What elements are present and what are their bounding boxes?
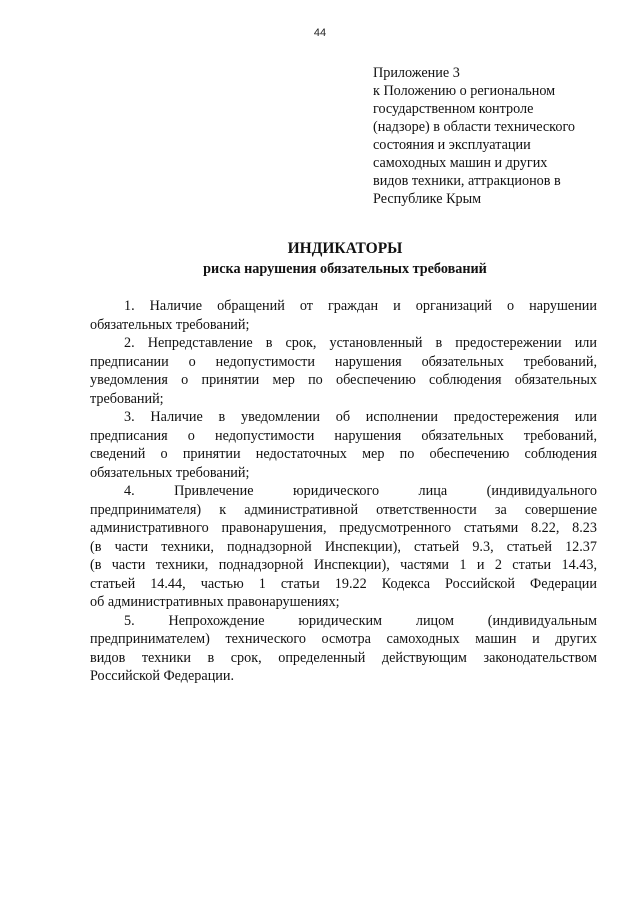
list-item	[90, 334, 597, 408]
page-number: 44	[313, 27, 327, 39]
document-title: ИНДИКАТОРЫ	[287, 240, 403, 257]
list-item-line: обязательных требований;	[90, 464, 250, 481]
list-item-line: 4. Привлечение юридического лица (индивидуального	[124, 483, 597, 499]
appendix-line: самоходных машин и других	[373, 155, 548, 171]
list-item-line: сведений о принятии недостаточных мер по обеспечению соблюдения	[90, 446, 597, 462]
list-item-line: Российской Федерации.	[90, 668, 235, 684]
appendix-line: к Положению о региональном	[373, 83, 556, 99]
appendix-line: видов техники, аттракционов в	[373, 173, 561, 189]
list-item-line: статьей 14.44, частью 1 статьи 19.22 Кодекса Российской Федерации	[90, 575, 597, 592]
list-item-line: обязательных требований;	[90, 316, 250, 333]
appendix-line: (надзоре) в области технического	[373, 119, 575, 135]
list-item-line: административного правонарушения, предусмотренного статьями 8.22, 8.23	[90, 520, 597, 536]
appendix-line: государственном контроле	[373, 101, 534, 117]
list-item	[90, 482, 597, 612]
list-item	[90, 297, 597, 334]
list-item-line: (в части техники, поднадзорной Инспекции), статьей 9.3, статьей 12.37	[90, 538, 597, 555]
list-item	[90, 408, 597, 482]
document-subtitle: риска нарушения обязательных требований	[203, 261, 487, 277]
list-item-line: предписания о недопустимости нарушения обязательных требований,	[90, 427, 597, 444]
list-item-line: 3. Наличие в уведомлении об исполнении предостережения или	[124, 409, 597, 425]
appendix-line: Республике Крым	[373, 191, 482, 207]
appendix-block	[373, 64, 613, 208]
appendix-line: состояния и эксплуатации	[373, 137, 531, 153]
appendix-line: Приложение 3	[373, 65, 460, 81]
list-item-line: уведомления о принятии мер по обеспечению соблюдения обязательных	[90, 372, 597, 388]
list-item-line: предписании о недопустимости нарушения обязательных требований,	[90, 353, 597, 370]
list-item-line: об административных правонарушениях;	[90, 594, 340, 610]
list-item-line: предпринимателем) технического осмотра самоходных машин и других	[90, 631, 597, 647]
list-item	[90, 612, 597, 686]
list-item-line: видов техники в срок, определенный действующим законодательством	[90, 649, 597, 666]
list-item-line: (в части техники, поднадзорной Инспекции), частями 1 и 2 статьи 14.43,	[90, 557, 597, 573]
list-item-line: 5. Непрохождение юридическим лицом (индивидуальным	[124, 612, 597, 629]
list-item-line: предпринимателя) к административной ответственности за совершение	[90, 501, 597, 518]
list-item-line: 1. Наличие обращений от граждан и организаций о нарушении	[124, 298, 597, 314]
indicators-list	[90, 297, 597, 686]
list-item-line: требований;	[90, 390, 164, 407]
list-item-line: 2. Непредставление в срок, установленный в предостережении или	[124, 335, 597, 351]
